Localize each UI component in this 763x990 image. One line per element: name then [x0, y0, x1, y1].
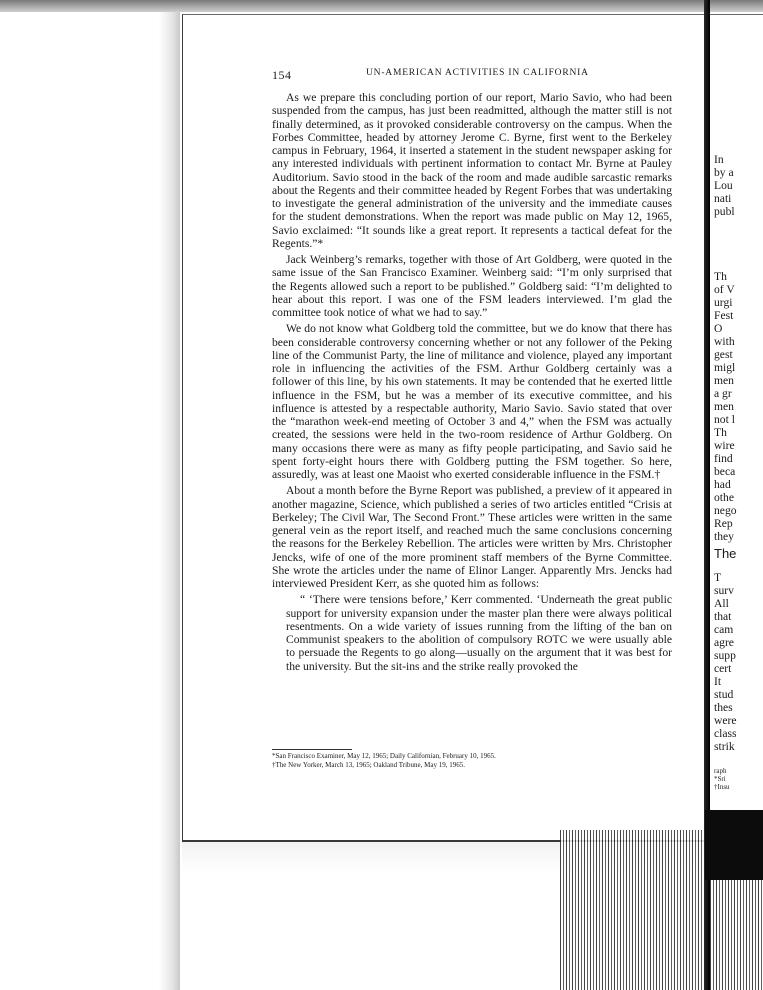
facing-fragment: by a	[714, 166, 734, 179]
facing-footnote-fragment: raph	[714, 767, 727, 775]
running-head: UN-AMERICAN ACTIVITIES IN CALIFORNIA	[366, 68, 589, 78]
facing-fragment: with	[714, 335, 735, 348]
facing-fragment: gest	[714, 348, 733, 361]
facing-fragment: Th	[714, 270, 727, 283]
paragraph-1: As we prepare this concluding portion of our report, Mario Savio, who had been suspended from the campus, has just been readmitted, although the matter still is not finally determined, as it provoked considerable controversy on the campus. When the Forbes Committee, headed by attorney Jerome C. Byrne, first went to the Berkeley campus in February, 1964, it inserted a statement in the student newspaper asking for any interested individuals with pertinent information to contact Mr. Byrne at Pauley Auditorium. Savio stood in the back of the room and made audible sarcastic remarks about the Regents and their committee headed by Regent Forbes that was undertaking to investigate the general administration of the university and the immediate causes for the student demonstrations. When the report was made public on May 12, 1965, Savio exclaimed: “It sounds like a great report. It represents a tactical defeat for the Regents.”*	[272, 91, 672, 250]
facing-fragment: beca	[714, 465, 736, 478]
facing-fragment: that	[714, 610, 732, 623]
facing-fragment: thes	[714, 701, 733, 714]
facing-fragment: Fest	[714, 309, 734, 322]
facing-footnote-fragment: †Insu	[714, 783, 730, 791]
facing-fragment: nati	[714, 192, 732, 205]
facing-fragment: men	[714, 374, 734, 387]
facing-fragment: It	[714, 675, 722, 688]
facing-heading-fragment: The	[714, 546, 737, 561]
facing-fragment: cert	[714, 662, 732, 675]
facing-fragment: were	[714, 714, 737, 727]
paragraph-3: We do not know what Goldberg told the committee, but we do know that there has been considerable controversy concerning whether or not any follower of the Peking line of the Communist Party, the line of militance and violence, played any important role in influencing the activities of the FSM. Arthur Goldberg certainly was a follower of this line, by his own statements. It may be contended that he exerted little influence in the FSM, but he was a member of its executive committee, and his influence is attested by a respectable authority, Mario Savio. Savio stated that over the “marathon week-end meeting of October 3 and 4,” when the FSM was actually created, the sessions were held in the two-room residence of Arthur Goldberg. On many occasions there were as many as fifty people participating, and Savio said he spent forty-eight hours there with Goldberg putting the FSM together. So here, assuredly, was at least one Maoist who exerted considerable influence in the FSM.†	[272, 322, 672, 481]
paragraph-4: About a month before the Byrne Report was published, a preview of it appeared in another magazine, Science, which published a series of two articles entitled “Crisis at Berkeley; The Civil War, The Second Front.” These articles were written in the same general vein as the report itself, and reached much the same conclusions concerning the reasons for the Berkeley Rebellion. The articles were written by Mrs. Christopher Jencks, wife of one of the more prominent staff members of the Byrne Committee. She wrote the articles under the name of Elinor Langer. Apparently Mrs. Jencks had interviewed President Kerr, as she quoted him as follows:	[272, 484, 672, 590]
facing-fragment: stud	[714, 688, 734, 701]
facing-fragment: wire	[714, 439, 735, 452]
facing-fragment: find	[714, 452, 733, 465]
page-number: 154	[272, 68, 292, 82]
facing-fragment: had	[714, 478, 731, 491]
facing-fragment: men	[714, 400, 734, 413]
facing-fragment: surv	[714, 584, 734, 597]
scan-dark-corner	[705, 810, 763, 880]
facing-fragment: a gr	[714, 387, 732, 400]
facing-fragment: strik	[714, 740, 735, 753]
facing-fragment: urgi	[714, 296, 733, 309]
facing-fragment: migl	[714, 361, 736, 374]
footnote-rule	[272, 749, 352, 750]
block-quote: “ ‘There were tensions before,’ Kerr commented. ‘Underneath the great public support for university expansion under the master plan there were always political resentments. On a wide variety of issues running from the lifting of the ban on Communist speakers to the abolition of compulsory ROTC we were usually able to persuade the Regents to go along—usually on the argument that it was best for the university. But the sit-ins and the strike really provoked the	[286, 593, 672, 673]
facing-fragment: All	[714, 597, 729, 610]
facing-fragment: O	[714, 322, 723, 335]
facing-fragment: publ	[714, 205, 735, 218]
facing-fragment: of V	[714, 283, 735, 296]
scan-left-margin	[0, 12, 180, 990]
facing-fragment: cam	[714, 623, 734, 636]
facing-page	[710, 14, 763, 835]
page-body	[272, 91, 672, 676]
facing-fragment: othe	[714, 491, 734, 504]
scan-top-edge	[0, 0, 763, 12]
facing-footnote-fragment: *Sri	[714, 775, 726, 783]
facing-page-text	[710, 15, 763, 835]
facing-fragment: Th	[714, 426, 727, 439]
facing-fragment: T	[714, 571, 722, 584]
footnote-1: *San Francisco Examiner, May 12, 1965; Daily Californian, February 10, 1965.	[272, 752, 496, 760]
facing-fragment: Rep	[714, 517, 733, 530]
facing-fragment: supp	[714, 649, 736, 662]
facing-fragment: In	[714, 153, 724, 166]
facing-fragment: agre	[714, 636, 734, 649]
paragraph-2: Jack Weinberg’s remarks, together with those of Art Goldberg, were quoted in the same issue of the San Francisco Examiner. Weinberg said: “I’m only surprised that the Regents allowed such a report to be published.” Goldberg said: “I’m delighted to hear about this report. I was one of the FSM leaders interviewed. I’m glad the committee took notice of what we had to say.”	[272, 253, 672, 319]
facing-fragment: nego	[714, 504, 737, 517]
facing-fragment: Lou	[714, 179, 733, 192]
facing-fragment: they	[714, 530, 734, 543]
facing-fragment: class	[714, 727, 737, 740]
footnotes	[272, 752, 672, 769]
footnote-2: †The New Yorker, March 13, 1965; Oakland Tribune, May 19, 1965.	[272, 760, 465, 769]
facing-fragment: not l	[714, 413, 735, 426]
